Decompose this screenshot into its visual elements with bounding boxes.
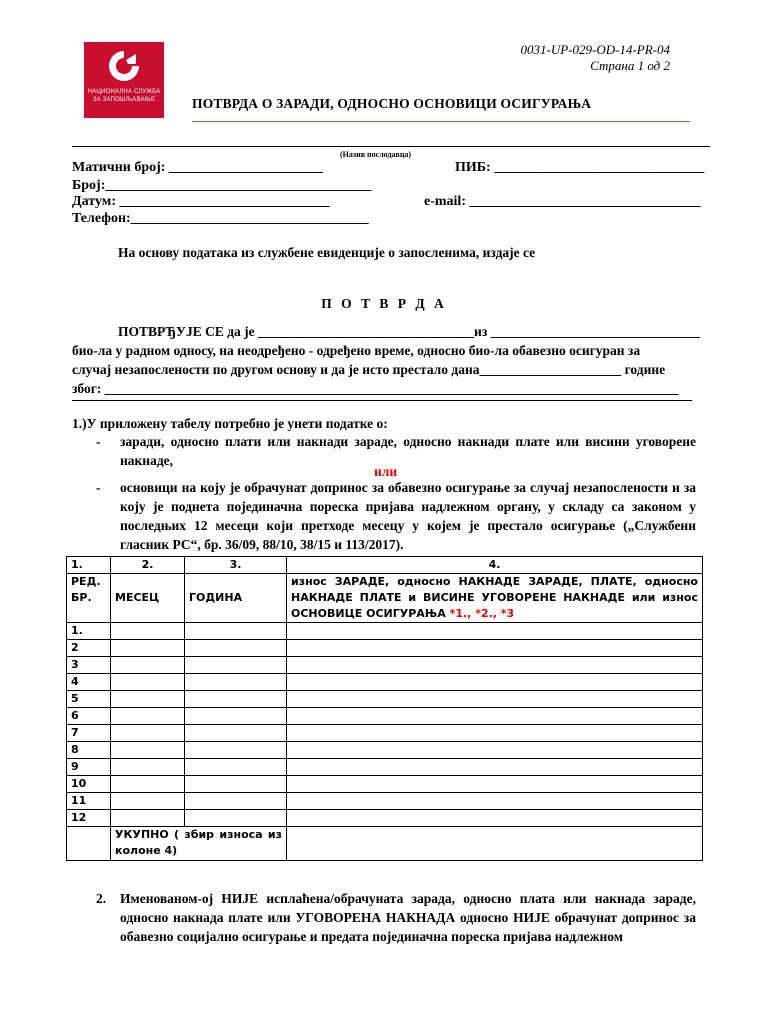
col-number: 1. [67, 557, 111, 574]
date-field: Датум: ______________________________ [72, 194, 330, 209]
total-empty-cell [67, 827, 111, 861]
year-cell[interactable] [185, 776, 287, 793]
year-cell[interactable] [185, 623, 287, 640]
confirmation-heading: П О Т В Р Д А [321, 296, 447, 311]
row-number: 1. [67, 623, 111, 640]
month-cell[interactable] [111, 674, 185, 691]
total-label: УКУПНО ( збир износа из колоне 4) [111, 827, 287, 861]
table-row [67, 640, 703, 657]
table-column-numbers [67, 557, 703, 574]
table-header [67, 574, 703, 623]
row-number: 4 [67, 674, 111, 691]
row-number: 7 [67, 725, 111, 742]
row-number: 8 [67, 742, 111, 759]
amount-cell[interactable] [287, 674, 703, 691]
amount-cell[interactable] [287, 759, 703, 776]
col-number: 3. [185, 557, 287, 574]
employer-caption: (Назив послодавца) [340, 150, 412, 159]
table-row [67, 742, 703, 759]
year-cell[interactable] [185, 725, 287, 742]
row-number: 11 [67, 793, 111, 810]
amount-cell[interactable] [287, 708, 703, 725]
header-month: МЕСЕЦ [111, 574, 185, 623]
confirm-line-2: био-ла у радном односу, на неодређено - одређено време, односно био-ла обавезно осигуран за [72, 343, 641, 358]
month-cell[interactable] [111, 640, 185, 657]
table-row [67, 725, 703, 742]
amount-cell[interactable] [287, 640, 703, 657]
page-number: Страна 1 од 2 [590, 58, 670, 73]
salary-table [66, 556, 703, 861]
row-number: 9 [67, 759, 111, 776]
month-cell[interactable] [111, 776, 185, 793]
row-number: 3 [67, 657, 111, 674]
table-row [67, 776, 703, 793]
header-year: ГОДИНА [185, 574, 287, 623]
document-code-block [521, 42, 670, 74]
section-1-lead: 1.)У приложену табелу потребно је унети податке о: [72, 416, 388, 431]
amount-cell[interactable] [287, 776, 703, 793]
year-cell[interactable] [185, 810, 287, 827]
section-2-text: Именованом-ој НИЈЕ исплаћена/обрачуната зарада, односно плата или накнада зараде, односно накнада плате или УГОВОРЕНА НАКНАДА односно НИЈЕ обрачунат допринос за обавезно социјално осигурање и предата појединачна пореска пријава надлежном [120, 891, 696, 944]
year-cell[interactable] [185, 691, 287, 708]
month-cell[interactable] [111, 657, 185, 674]
amount-cell[interactable] [287, 810, 703, 827]
table-row [67, 674, 703, 691]
logo-emblem-icon [106, 48, 142, 84]
month-cell[interactable] [111, 793, 185, 810]
month-cell[interactable] [111, 691, 185, 708]
table-total-row [67, 827, 703, 861]
month-cell[interactable] [111, 725, 185, 742]
pib-field: ПИБ: ______________________________ [455, 160, 705, 175]
month-cell[interactable] [111, 759, 185, 776]
amount-cell[interactable] [287, 725, 703, 742]
confirm-line-3: случај незапослености по другом основу и да је исто престало дана_____________________ године [72, 362, 666, 377]
year-cell[interactable] [185, 674, 287, 691]
month-cell[interactable] [111, 708, 185, 725]
year-cell[interactable] [185, 742, 287, 759]
table-row [67, 708, 703, 725]
bullet-dash: - [96, 480, 101, 495]
confirmation-paragraph [72, 322, 712, 398]
month-cell[interactable] [111, 810, 185, 827]
employer-name-line [72, 146, 710, 147]
year-cell[interactable] [185, 759, 287, 776]
table-row [67, 759, 703, 776]
col-number: 2. [111, 557, 185, 574]
year-cell[interactable] [185, 708, 287, 725]
month-cell[interactable] [111, 742, 185, 759]
amount-cell[interactable] [287, 793, 703, 810]
confirm-line-1: ПОТВРЂУЈЕ СЕ да је ________________________________из _______________________________ [118, 324, 700, 339]
section-2-number: 2. [96, 891, 107, 906]
header-amount-text: износ ЗАРАДЕ, односно НАКНАДЕ ЗАРАДЕ, ПЛАТЕ, односно НАКНАДЕ ПЛАТЕ и ВИСИНЕ УГОВОРЕНЕ НАКНАДЕ или износ ОСНОВИЦЕ ОСИГУРАЊА [291, 575, 698, 620]
total-amount-cell[interactable] [287, 827, 703, 861]
intro-text: На основу података из службене евиденције о запосленима, издаје се [118, 245, 536, 260]
header-notes: *1., *2., *3 [449, 607, 515, 620]
registration-number-field: Матични број: ______________________ [72, 160, 323, 175]
document-code: 0031-UP-029-OD-14-PR-04 [520, 42, 670, 57]
or-separator: или [374, 464, 398, 479]
year-cell[interactable] [185, 640, 287, 657]
confirm-line-4: због: _____________________________________________________________________________________ [72, 381, 679, 396]
phone-field: Телефон:__________________________________ [72, 211, 369, 226]
number-field: Број:______________________________________ [72, 178, 372, 193]
bullet-dash: - [96, 434, 101, 449]
section-1-bullet-2: основици на коју је обрачунат допринос за обавезно осигурање за случај незапослености и за коју је поднета појединачна пореска пријава надлежном органу, у складу са законом у последњих 12 месеци који претходе месецу у којем је престало осигурање („Службени гласник РС“, бр. 36/09, 88/10, 38/15 и 113/2017). [120, 480, 696, 552]
header-ordinal: РЕД. БР. [67, 574, 111, 623]
document-title: ПОТВРДА О ЗАРАДИ, ОДНОСНО ОСНОВИЦИ ОСИГУРАЊА [192, 96, 592, 111]
email-field: e-mail: _________________________________ [424, 194, 701, 209]
amount-cell[interactable] [287, 657, 703, 674]
logo-text: НАЦИОНАЛНА СЛУЖБА ЗА ЗАПОШЉАВАЊЕ [87, 89, 161, 103]
title-underline [192, 121, 690, 122]
logo [84, 42, 164, 118]
table-row [67, 810, 703, 827]
row-number: 5 [67, 691, 111, 708]
section-1-bullet-1: зaради, односно плати или накнади зараде, односно накнади плате или висини уговорене накнаде, [120, 434, 696, 468]
year-cell[interactable] [185, 657, 287, 674]
col-number: 4. [287, 557, 703, 574]
amount-cell[interactable] [287, 742, 703, 759]
table-row [67, 657, 703, 674]
year-cell[interactable] [185, 793, 287, 810]
header-amount [287, 574, 703, 623]
row-number: 12 [67, 810, 111, 827]
row-number: 2 [67, 640, 111, 657]
table-row [67, 793, 703, 810]
amount-cell[interactable] [287, 623, 703, 640]
month-cell[interactable] [111, 623, 185, 640]
row-number: 6 [67, 708, 111, 725]
amount-cell[interactable] [287, 691, 703, 708]
table-row [67, 623, 703, 640]
row-number: 10 [67, 776, 111, 793]
reason-extra-line [72, 400, 692, 401]
table-row [67, 691, 703, 708]
